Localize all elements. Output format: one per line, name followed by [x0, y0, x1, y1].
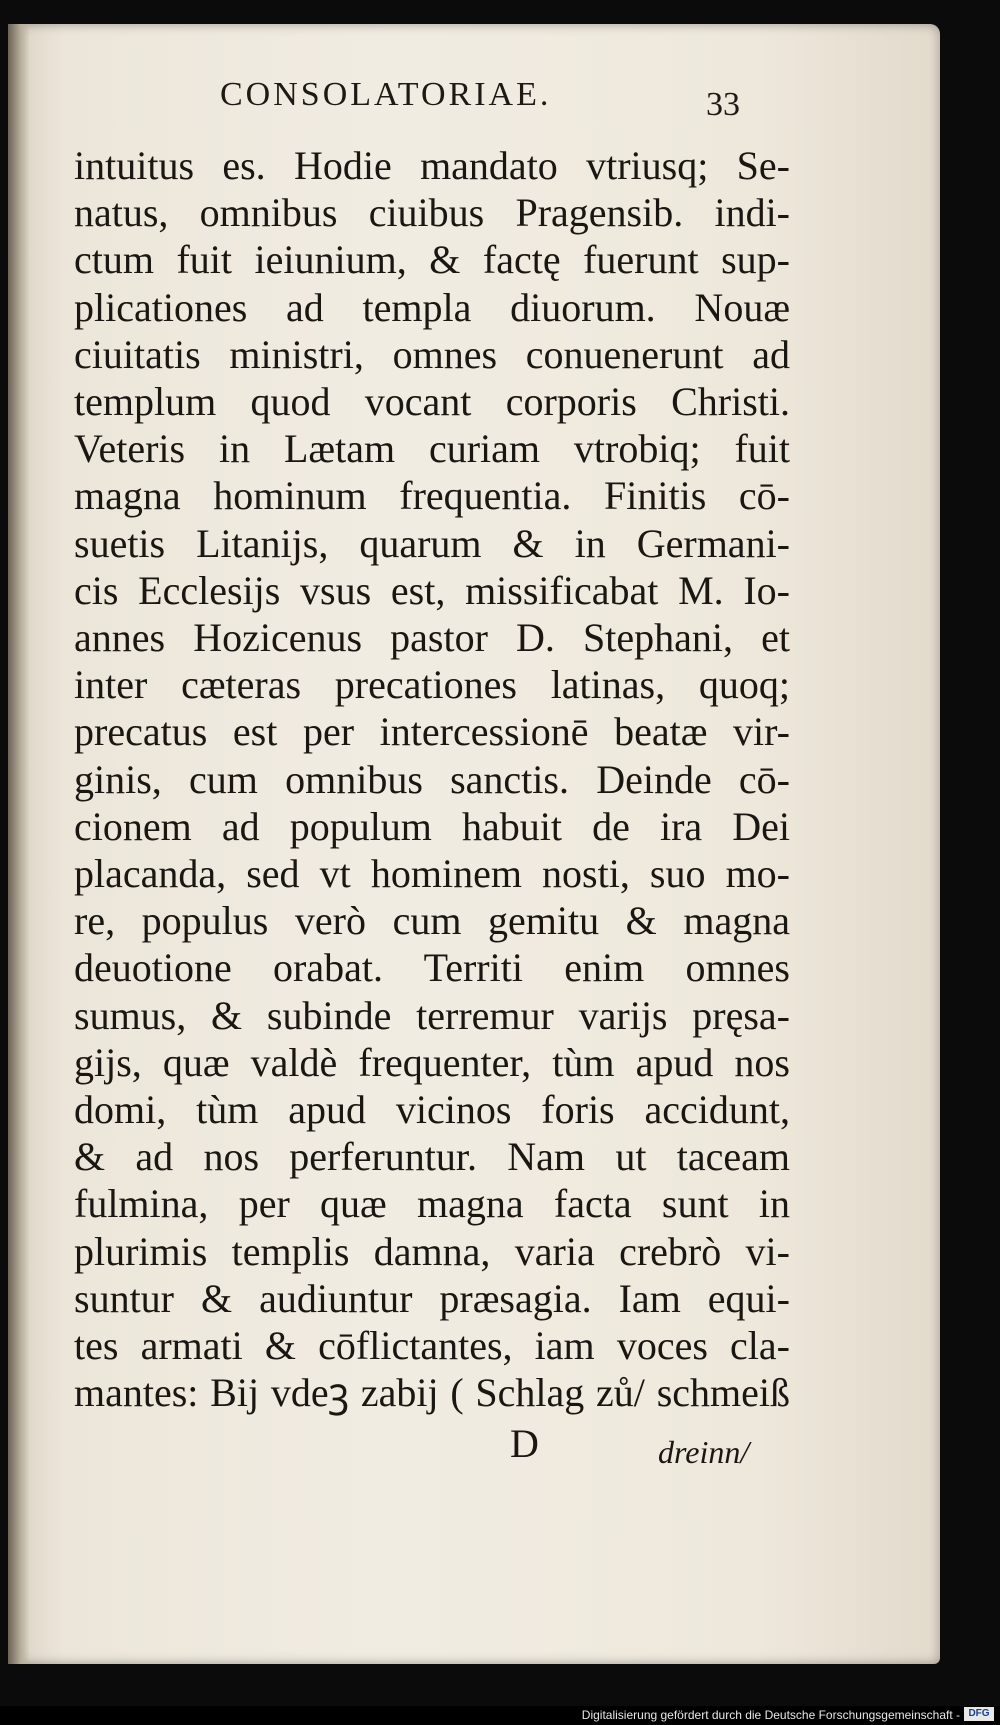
text-line: mantes: Bij vdeꝫ zabij ( Schlag zů/ schmeiß [74, 1370, 790, 1416]
text-line: suetis Litanijs, quarum & in Germani- [74, 520, 790, 566]
text-line: cionem ad populum habuit de ira Dei [74, 803, 790, 849]
catchword: dreinn/ [658, 1434, 750, 1470]
text-line: gijs, quæ valdè frequenter, tùm apud nos [74, 1039, 790, 1085]
text-line: placanda, sed vt hominem nosti, suo mo- [74, 851, 790, 897]
text-line: magna hominum frequentia. Finitis cō- [74, 473, 790, 519]
running-header [220, 76, 740, 126]
text-line: & ad nos perferuntur. Nam ut taceam [74, 1134, 790, 1180]
catchline [510, 1420, 780, 1470]
text-line: precatus est per intercessionē beatæ vir- [74, 709, 790, 755]
text-line: sumus, & subinde terremur varijs pręsa- [74, 992, 790, 1038]
text-line: fulmina, per quæ magna facta sunt in [74, 1181, 790, 1227]
text-line: templum quod vocant corporis Christi. [74, 379, 790, 425]
text-line: ginis, cum omnibus sanctis. Deinde cō- [74, 756, 790, 802]
page-gutter-shadow [8, 24, 30, 1664]
text-line: ciuitatis ministri, omnes conuenerunt ad [74, 331, 790, 377]
text-line: natus, omnibus ciuibus Pragensib. indi- [74, 190, 790, 236]
text-line: Veteris in Lætam curiam vtrobiq; fuit [74, 426, 790, 472]
text-line: annes Hozicenus pastor D. Stephani, et [74, 615, 790, 661]
text-line: tes armati & cōflictantes, iam voces cla- [74, 1323, 790, 1369]
signature-mark: D [510, 1421, 539, 1466]
dfg-logo: DFG [964, 1707, 994, 1721]
text-line: inter cæteras precationes latinas, quoq; [74, 662, 790, 708]
page-number: 33 [706, 86, 740, 123]
text-line: re, populus verò cum gemitu & magna [74, 898, 790, 944]
digitization-credit: Digitalisierung gefördert durch die Deutsche Forschungsgemeinschaft - [581, 1708, 960, 1722]
text-line: domi, tùm apud vicinos foris accidunt, [74, 1087, 790, 1133]
body-text [74, 142, 790, 1416]
text-line: suntur & audiuntur præsagia. Iam equi- [74, 1275, 790, 1321]
running-title: CONSOLATORIAE. [220, 76, 552, 113]
text-line: intuitus es. Hodie mandato vtriusq; Se- [74, 143, 790, 188]
text-line: plicationes ad templa diuorum. Nouæ [74, 284, 790, 330]
text-line: deuotione orabat. Territi enim omnes [74, 945, 790, 991]
text-line: ctum fuit ieiunium, & factę fuerunt sup- [74, 237, 790, 283]
text-line: plurimis templis damna, varia crebrò vi- [74, 1228, 790, 1274]
text-line: cis Ecclesijs vsus est, missificabat M. Io- [74, 567, 790, 613]
